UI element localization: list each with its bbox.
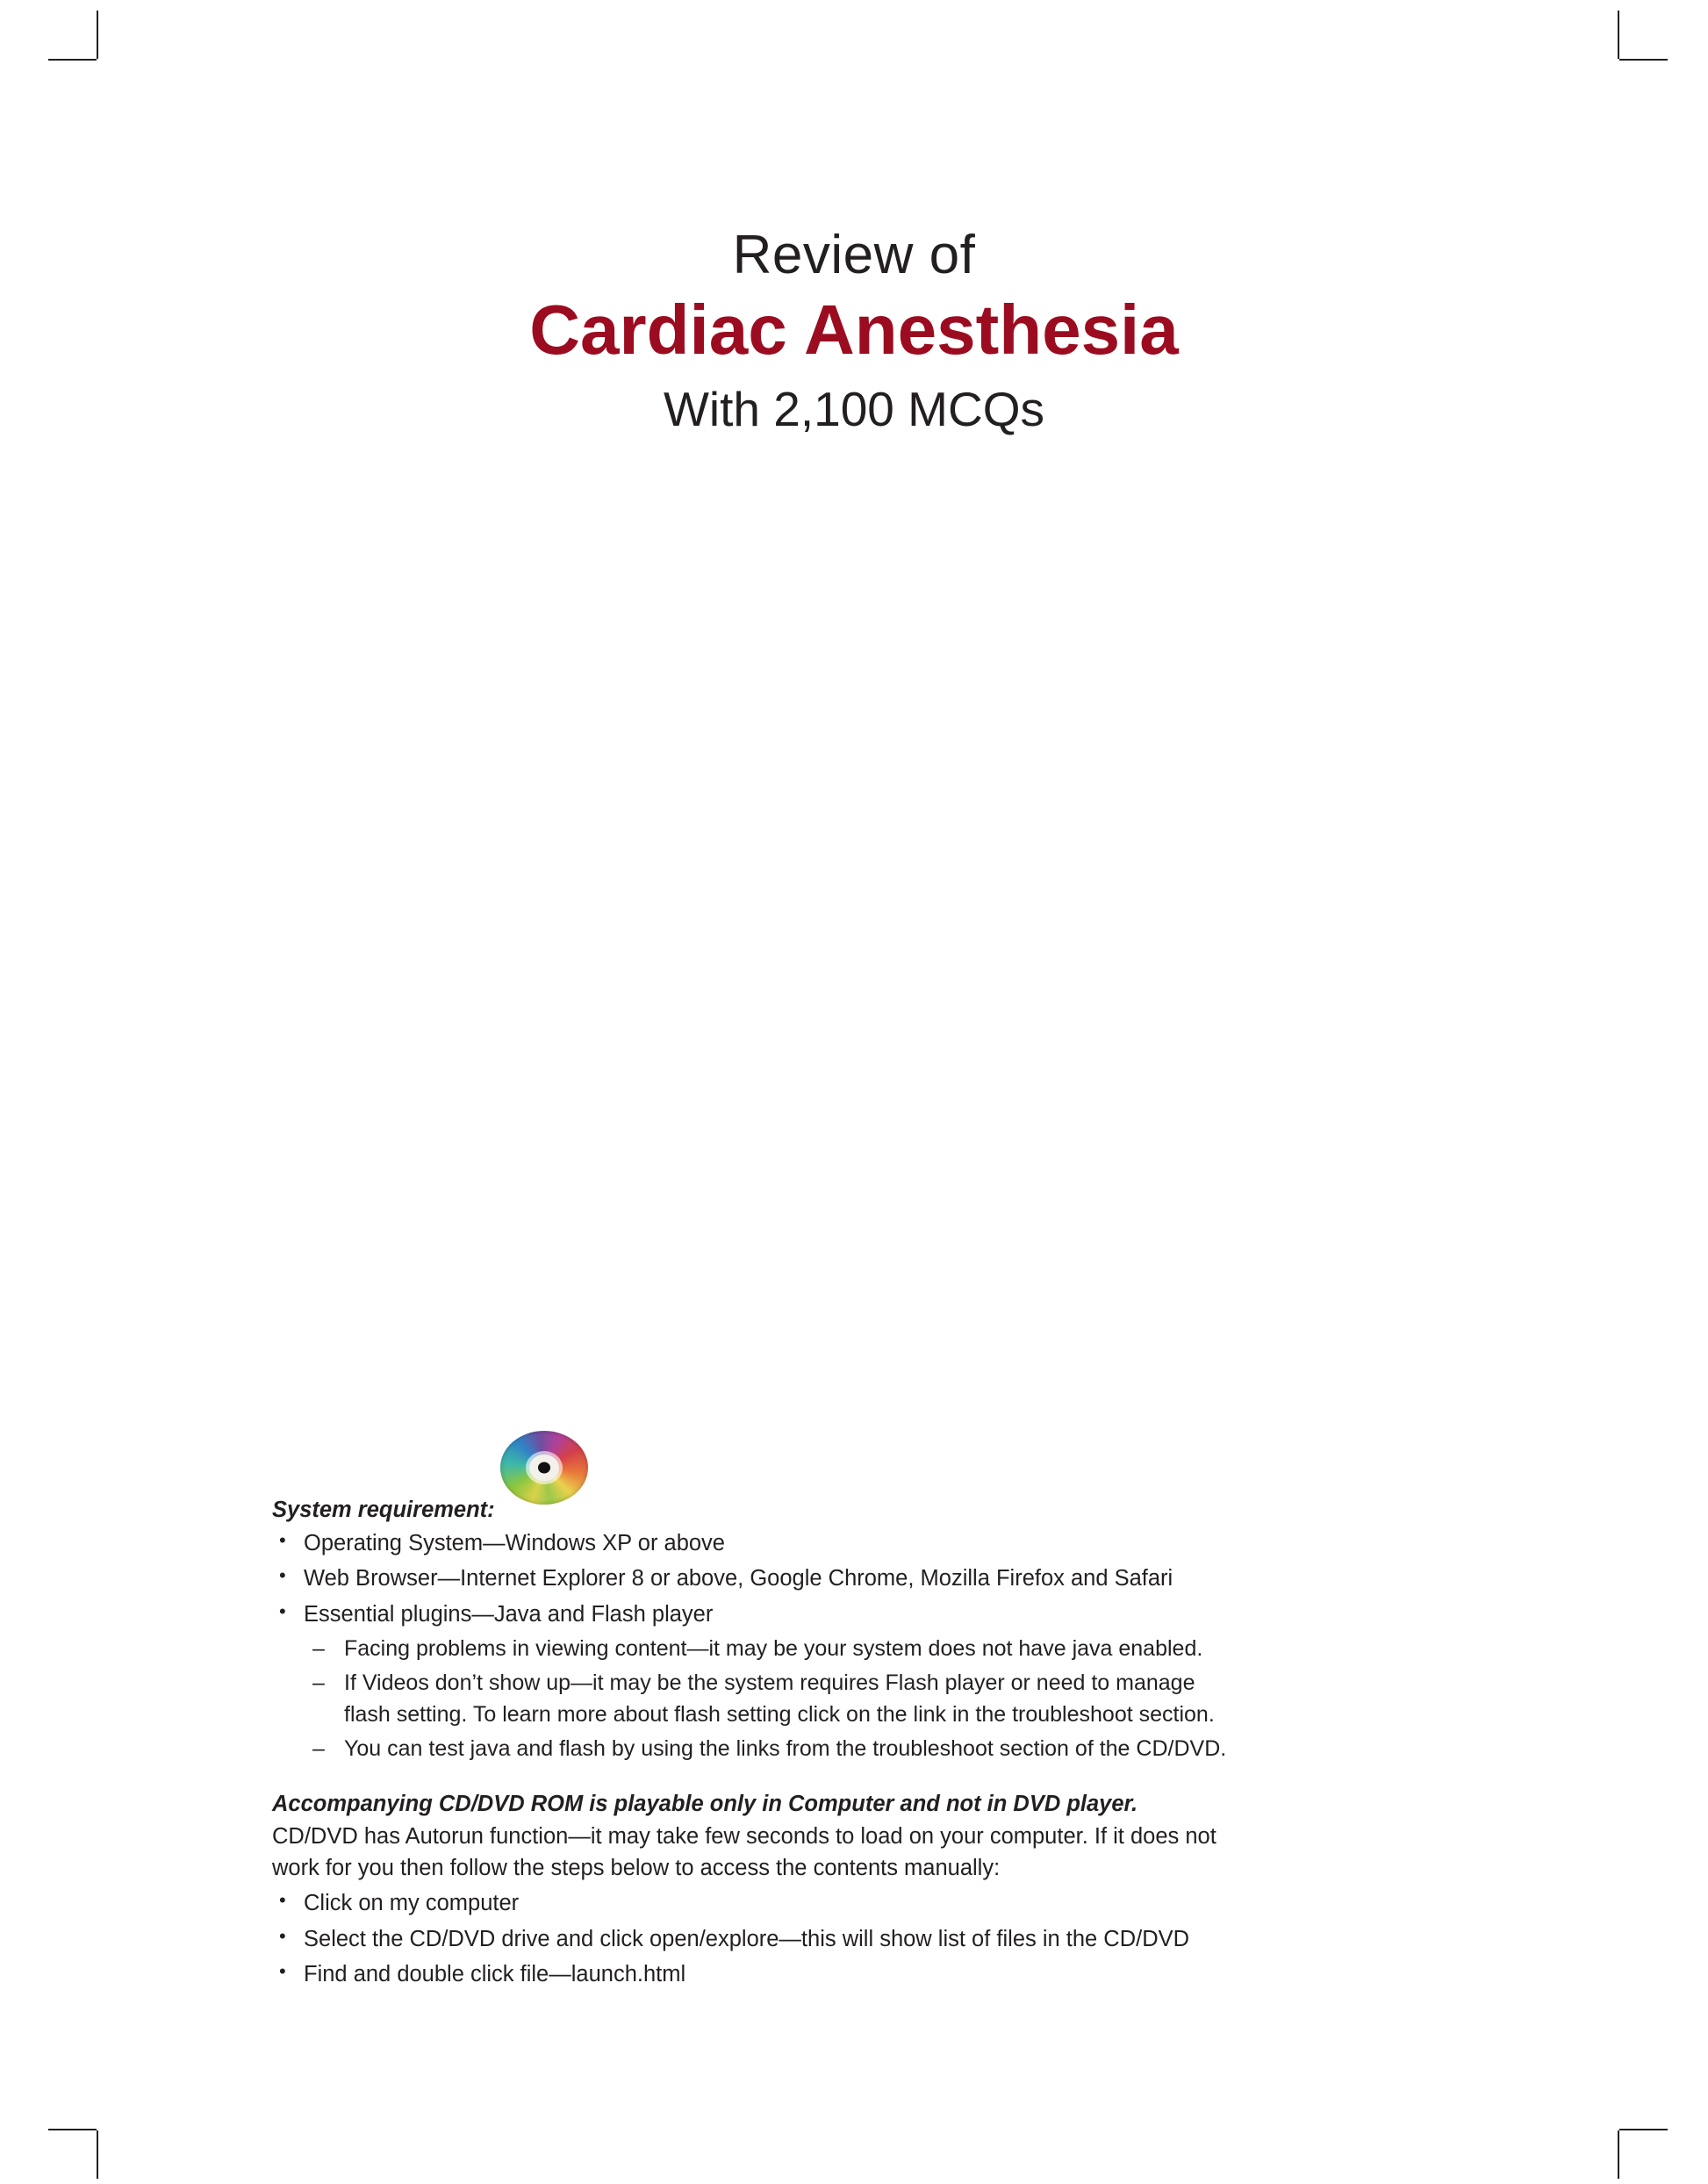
accompanying-section xyxy=(272,1788,1246,1990)
system-requirement-list xyxy=(272,1527,1246,1630)
system-requirement-heading: System requirement: xyxy=(272,1498,495,1522)
crop-mark-bottom-right xyxy=(1571,2082,1668,2179)
list-item: • Click on my computer xyxy=(272,1887,1246,1919)
list-item: • Find and double click file—launch.html xyxy=(272,1958,1246,1990)
list-item: – You can test java and flash by using the links from the troubleshoot section of the CD/DVD. xyxy=(305,1734,1246,1765)
crop-mark-top-left xyxy=(48,11,145,107)
title-subtitle: With 2,100 MCQs xyxy=(663,382,1044,437)
accompanying-paragraph: CD/DVD has Autorun function—it may take few seconds to load on your computer. If it does not work for you then follow the steps below to access the contents manually: xyxy=(272,1824,1216,1881)
crop-mark-top-right xyxy=(1571,11,1668,107)
crop-mark-bottom-left xyxy=(48,2082,145,2179)
system-requirement-sublist-wrapper xyxy=(272,1634,1246,1765)
accompanying-steps-list xyxy=(272,1887,1246,1990)
system-requirement-section xyxy=(272,1494,1246,1994)
book-title: Cardiac Anesthesia xyxy=(529,291,1179,370)
list-item: – Facing problems in viewing content—it may be your system does not have java enabled. xyxy=(305,1634,1246,1665)
list-item: • Essential plugins—Java and Flash player xyxy=(272,1598,1246,1630)
title-prefix: Review of xyxy=(732,225,976,285)
system-requirement-sublist xyxy=(305,1634,1246,1765)
book-title-block xyxy=(0,226,1708,438)
cd-center-hole xyxy=(538,1462,550,1474)
list-item: • Web Browser—Internet Explorer 8 or above, Google Chrome, Mozilla Firefox and Safari xyxy=(272,1563,1246,1594)
list-item: • Operating System—Windows XP or above xyxy=(272,1527,1246,1559)
list-item: • Select the CD/DVD drive and click open/explore—this will show list of files in the CD/DVD xyxy=(272,1923,1246,1955)
list-item: – If Videos don’t show up—it may be the system requires Flash player or need to manage flash setting. To learn more about flash setting click on the link in the troubleshoot section. xyxy=(305,1668,1246,1730)
accompanying-heading: Accompanying CD/DVD ROM is playable only in Computer and not in DVD player. xyxy=(272,1791,1138,1816)
